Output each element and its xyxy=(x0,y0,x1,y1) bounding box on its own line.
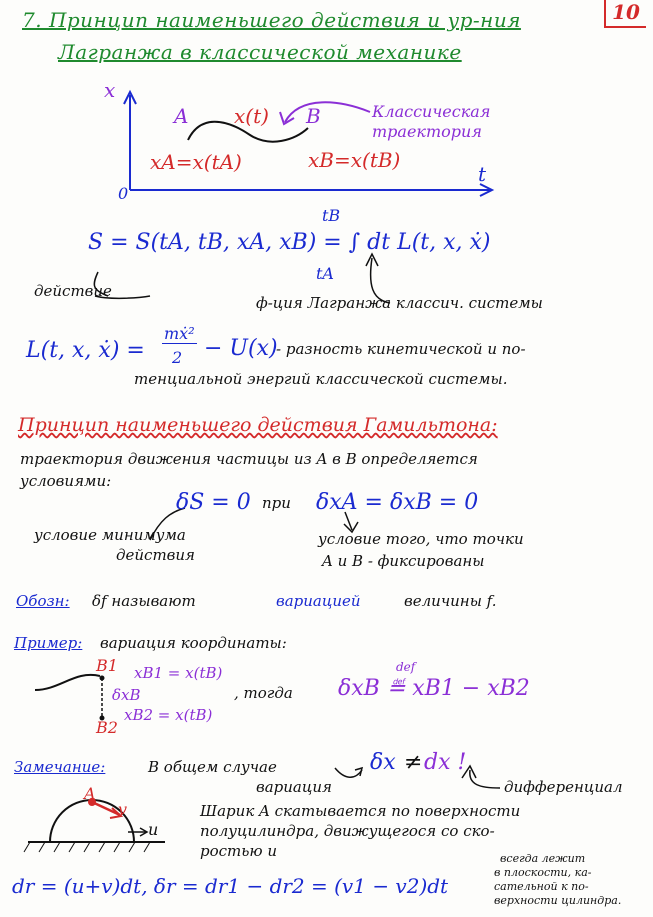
remark-desc-3: ростью u xyxy=(200,842,278,860)
u-label: u xyxy=(148,820,159,839)
lagrangian-lhs: L(t, x, ẋ) = xyxy=(26,338,145,363)
principle-text-1: траектория движения частицы из A в B определяется xyxy=(20,450,478,468)
point-a-label: A xyxy=(174,104,189,128)
note-min-1: условие минимума xyxy=(34,526,186,544)
v-label: v xyxy=(118,800,128,819)
xa-label: xA=x(tA) xyxy=(150,150,242,174)
remark-final-formula: dr = (u+v)dt, δr = dr1 − dr2 = (v1 − v2)dt xyxy=(12,874,449,898)
remark-neq: ≠ xyxy=(404,750,423,775)
page-number: 10 xyxy=(604,0,646,28)
def-label: def xyxy=(396,660,416,674)
xb1-label: xB1 = x(tB) xyxy=(134,664,223,682)
title-line-2: Лагранжа в классической механике xyxy=(58,40,462,64)
example-text: вариация координаты: xyxy=(100,634,287,652)
principle-text-2: условиями: xyxy=(20,472,112,490)
b1-label: B1 xyxy=(96,656,118,675)
xb2-label: xB2 = x(tB) xyxy=(124,706,213,724)
semicylinder-sketch xyxy=(24,798,165,852)
remark-dx: dx ! xyxy=(424,750,467,775)
side-note-3: сательной к по- xyxy=(494,880,589,893)
lagrangian-rest: − U(x) xyxy=(204,336,278,361)
action-formula: S = S(tA, tB, xA, xB) = ∫ dt L(t, x, ẋ) xyxy=(88,230,491,255)
int-lower: tA xyxy=(316,264,334,283)
togda-label: , тогда xyxy=(234,684,293,702)
differential-label: дифференциал xyxy=(504,778,623,796)
action-label: действие xyxy=(34,282,112,300)
notation-label: Обозн: xyxy=(16,592,70,610)
variation-label: вариация xyxy=(256,778,332,796)
lagrangian-den: 2 xyxy=(172,348,183,367)
remark-label: Замечание: xyxy=(14,758,106,776)
remark-desc-2: полуцилиндра, движущегося со ско- xyxy=(200,822,495,840)
title-line-1: 7. Принцип наименьшего действия и ур-ния xyxy=(22,8,521,32)
dxb-label: δxB xyxy=(112,686,141,704)
point-b-label: B xyxy=(306,104,321,128)
lagrangian-label: ф-ция Лагранжа классич. системы xyxy=(256,294,543,312)
note-min-2: действия xyxy=(116,546,195,564)
condition-endpoints: δxA = δxB = 0 xyxy=(316,490,479,515)
example-curve xyxy=(35,675,100,690)
notation-text-a: δf называют xyxy=(92,592,196,610)
int-upper: tB xyxy=(322,206,341,225)
notation-highlight: вариацией xyxy=(276,592,361,610)
note-fixed-1: условие того, что точки xyxy=(318,530,524,548)
t-axis-label: t xyxy=(478,162,487,186)
b2-label: B2 xyxy=(96,718,118,737)
lagrangian-desc-1: - разность кинетической и по- xyxy=(276,340,526,358)
example-formula: δxB ≝ xB1 − xB2 xyxy=(338,676,530,701)
lagrangian-desc-2: тенциальной энергий классической системы. xyxy=(134,370,508,388)
x-axis-label: x xyxy=(104,78,116,102)
side-note-2: в плоскости, ка- xyxy=(494,866,592,879)
side-note-1: всегда лежит xyxy=(500,852,586,865)
remark-delta-x: δx xyxy=(370,750,396,775)
condition-pri: при xyxy=(262,494,291,512)
remark-desc-1: Шарик A скатывается по поверхности xyxy=(200,802,521,820)
condition-action: δS = 0 xyxy=(176,490,251,515)
origin-label: 0 xyxy=(118,184,129,203)
ball-a-label: A xyxy=(84,784,96,803)
example-label: Пример: xyxy=(14,634,83,652)
note-fixed-2: A и B - фиксированы xyxy=(322,552,485,570)
x-of-t-label: x(t) xyxy=(234,104,269,128)
remark-text: В общем случае xyxy=(148,758,277,776)
notation-text-b: величины f. xyxy=(404,592,497,610)
lagrangian-num: mẋ² xyxy=(164,324,195,343)
side-note-4: верхности цилиндра. xyxy=(494,894,622,907)
trajectory-note: Классическая траектория xyxy=(372,102,491,141)
principle-heading: Принцип наименьшего действия Гамильтона: xyxy=(18,414,498,436)
xb-label: xB=x(tB) xyxy=(308,148,401,172)
trajectory-arrow xyxy=(285,102,370,122)
